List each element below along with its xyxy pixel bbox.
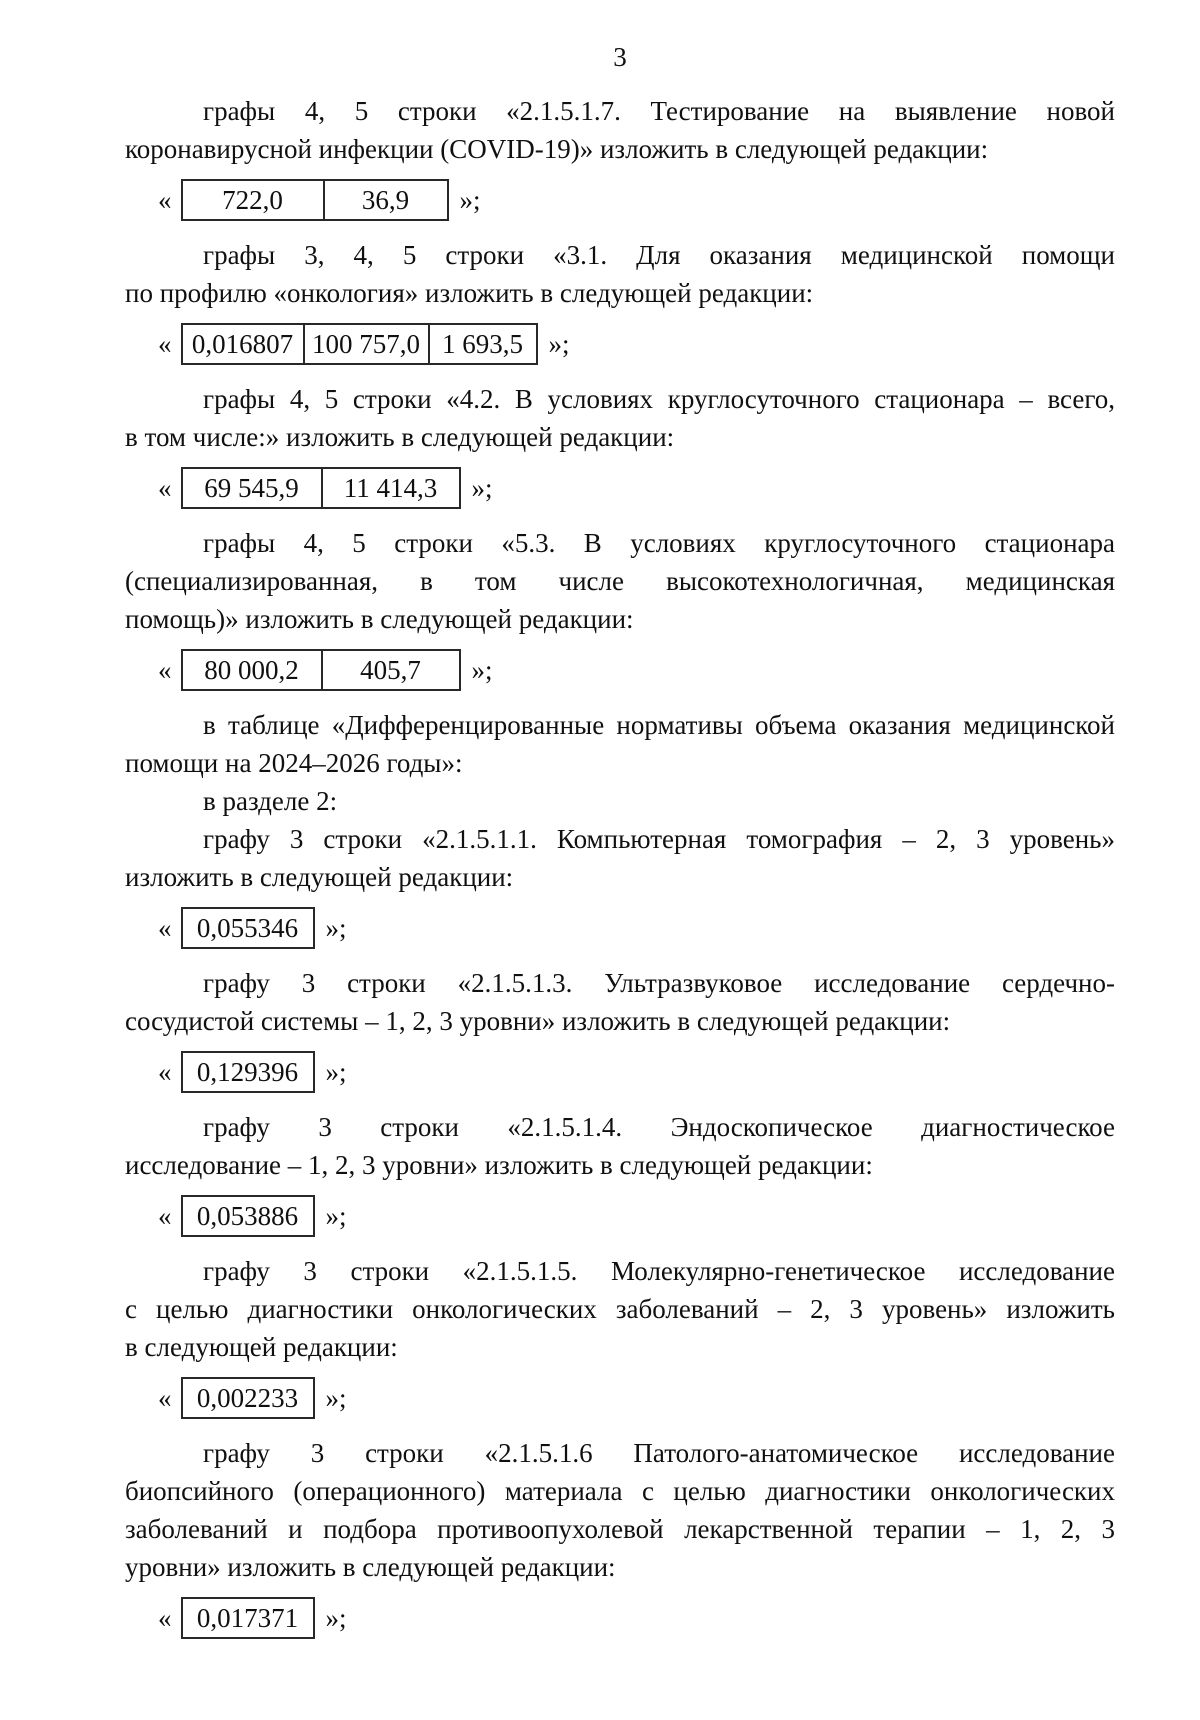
paragraph-section-2 [125, 782, 1115, 820]
text-line: биопсийного (операционного) материала с целью диагностики онкологических [125, 1476, 1115, 1506]
amendment-table [181, 1377, 315, 1419]
paragraph-ultrasound [125, 964, 1115, 1040]
values-row-pathological-anatomy [125, 1596, 1115, 1640]
close-quote-mark: »; [459, 185, 481, 215]
table-cell: 1 693,5 [429, 324, 537, 364]
values-row-molecular-genetic [125, 1376, 1115, 1420]
close-quote-mark: »; [325, 1201, 347, 1231]
close-quote-mark: »; [548, 329, 570, 359]
close-quote-mark: »; [325, 1603, 347, 1633]
text-line: (специализированная, в том числе высокотехнологичная, медицинская [125, 566, 1115, 596]
values-row-covid [125, 178, 1115, 222]
values-row-specialized-care [125, 648, 1115, 692]
open-quote-mark: « [158, 473, 172, 503]
page-number: 3 [613, 42, 627, 72]
text-line: в разделе 2: [203, 786, 338, 816]
open-quote-mark: « [158, 655, 172, 685]
paragraph-endoscopy [125, 1108, 1115, 1184]
text-line: графы 3, 4, 5 строки «3.1. Для оказания медицинской помощи [203, 240, 1115, 270]
text-line: в таблице «Дифференцированные нормативы объема оказания медицинской [203, 710, 1115, 740]
text-line: графу 3 строки «2.1.5.1.1. Компьютерная томография – 2, 3 уровень» [203, 824, 1115, 854]
text-line: сосудистой системы – 1, 2, 3 уровни» изложить в следующей редакции: [125, 1006, 951, 1036]
text-line: помощь)» изложить в следующей редакции: [125, 604, 634, 634]
text-line: уровни» изложить в следующей редакции: [125, 1552, 616, 1582]
values-row-ultrasound [125, 1050, 1115, 1094]
text-line: в следующей редакции: [125, 1332, 398, 1362]
text-line: графу 3 строки «2.1.5.1.6 Патолого-анатомическое исследование [203, 1438, 1115, 1468]
text-line: помощи на 2024–2026 годы»: [125, 748, 463, 778]
table-cell: 36,9 [324, 180, 448, 220]
text-line: графы 4, 5 строки «4.2. В условиях круглосуточного стационара – всего, [203, 384, 1115, 414]
text-line: коронавирусной инфекции (COVID-19)» изложить в следующей редакции: [125, 134, 989, 164]
open-quote-mark: « [158, 1201, 172, 1231]
open-quote-mark: « [158, 913, 172, 943]
text-line: исследование – 1, 2, 3 уровни» изложить в следующей редакции: [125, 1150, 873, 1180]
table-cell: 405,7 [322, 650, 460, 690]
table-cell: 0,016807 [182, 324, 304, 364]
amendment-table [181, 1051, 315, 1093]
open-quote-mark: « [158, 185, 172, 215]
text-line: изложить в следующей редакции: [125, 862, 514, 892]
amendment-table [181, 467, 461, 509]
text-line: графу 3 строки «2.1.5.1.4. Эндоскопическое диагностическое [203, 1112, 1115, 1142]
text-line: с целью диагностики онкологических заболеваний – 2, 3 уровень» изложить [125, 1294, 1115, 1324]
open-quote-mark: « [158, 329, 172, 359]
open-quote-mark: « [158, 1603, 172, 1633]
amendment-table [181, 1195, 315, 1237]
open-quote-mark: « [158, 1383, 172, 1413]
table-cell: 0,002233 [182, 1378, 314, 1418]
text-line: графы 4, 5 строки «2.1.5.1.7. Тестирование на выявление новой [203, 96, 1115, 126]
amendment-table [181, 907, 315, 949]
text-line: по профилю «онкология» изложить в следующей редакции: [125, 278, 814, 308]
paragraph-molecular-genetic [125, 1252, 1115, 1366]
paragraph-ct-level [125, 820, 1115, 896]
close-quote-mark: »; [325, 1383, 347, 1413]
table-cell: 722,0 [182, 180, 324, 220]
amendment-table [181, 1597, 315, 1639]
values-row-ct [125, 906, 1115, 950]
table-cell: 100 757,0 [304, 324, 429, 364]
text-line: заболеваний и подбора противоопухолевой лекарственной терапии – 1, 2, 3 [125, 1514, 1115, 1544]
values-row-inpatient-total [125, 466, 1115, 510]
paragraph-inpatient-total [125, 380, 1115, 456]
open-quote-mark: « [158, 1057, 172, 1087]
amendment-table [181, 179, 449, 221]
paragraph-oncology-profile [125, 236, 1115, 312]
values-row-endoscopy [125, 1194, 1115, 1238]
table-cell: 80 000,2 [182, 650, 322, 690]
paragraph-specialized-care [125, 524, 1115, 638]
close-quote-mark: »; [471, 473, 493, 503]
table-cell: 69 545,9 [182, 468, 322, 508]
table-cell: 11 414,3 [322, 468, 460, 508]
amendment-table [181, 649, 461, 691]
table-cell: 0,129396 [182, 1052, 314, 1092]
amendment-table [181, 323, 538, 365]
close-quote-mark: »; [325, 913, 347, 943]
table-cell: 0,053886 [182, 1196, 314, 1236]
text-line: графы 4, 5 строки «5.3. В условиях круглосуточного стационара [203, 528, 1115, 558]
paragraph-pathological-anatomy [125, 1434, 1115, 1586]
text-line: в том числе:» изложить в следующей редакции: [125, 422, 675, 452]
paragraph-covid-testing [125, 92, 1115, 168]
text-line: графу 3 строки «2.1.5.1.5. Молекулярно-генетическое исследование [203, 1256, 1115, 1286]
values-row-oncology [125, 322, 1115, 366]
table-cell: 0,055346 [182, 908, 314, 948]
paragraph-differentiated-norms [125, 706, 1115, 782]
table-cell: 0,017371 [182, 1598, 314, 1638]
text-line: графу 3 строки «2.1.5.1.3. Ультразвуковое исследование сердечно- [203, 968, 1115, 998]
close-quote-mark: »; [471, 655, 493, 685]
close-quote-mark: »; [325, 1057, 347, 1087]
